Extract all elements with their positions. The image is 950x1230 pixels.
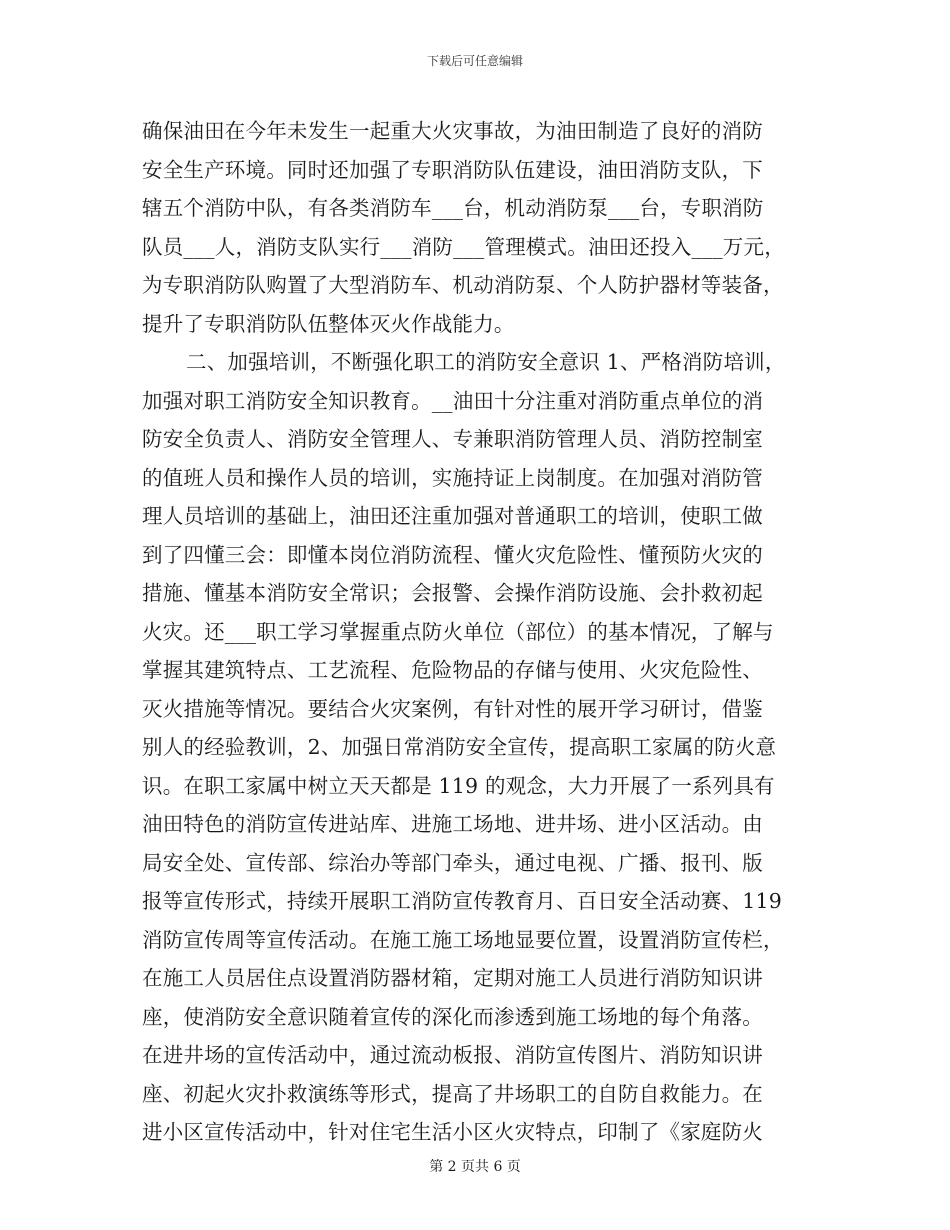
text-line: 加强对职工消防安全知识教育。__油田十分注重对消防重点单位的消 — [142, 388, 764, 413]
page-number: 第 2 页共 6 页 — [429, 1159, 521, 1175]
text-line: 火灾。还___职工学习掌握重点防火单位（部位）的基本情况，了解与 — [142, 619, 774, 644]
text-line: 报等宣传形式，持续开展职工消防宣传教育月、百日安全活动赛、119 — [142, 889, 783, 913]
text-line: 在进井场的宣传活动中，通过流动板报、消防宣传图片、消防知识讲 — [142, 1043, 763, 1067]
text-line: 防安全负责人、消防安全管理人、专兼职消防管理人员、消防控制室 — [142, 427, 763, 451]
text-line: 别人的经验教训，2、加强日常消防安全宣传，提高职工家属的防火意 — [142, 735, 777, 759]
text-line: 理人员培训的基础上，油田还注重加强对普通职工的培训，使职工做 — [142, 504, 763, 528]
text-line: 在施工人员居住点设置消防器材箱，定期对施工人员进行消防知识讲 — [142, 966, 763, 990]
text-line: 确保油田在今年未发生一起重大火灾事故，为油田制造了良好的消防 — [142, 119, 763, 143]
text-line: 到了四懂三会：即懂本岗位消防流程、懂火灾危险性、懂预防火灾的 — [142, 542, 763, 567]
text-line: 座，使消防安全意识随着宣传的深化而渗透到施工场地的每个角落。 — [142, 1004, 763, 1029]
text-line: 掌握其建筑特点、工艺流程、危险物品的存储与使用、火灾危险性、 — [142, 658, 763, 682]
text-line: 进小区宣传活动中，针对住宅生活小区火灾特点，印制了《家庭防火 — [142, 1120, 763, 1144]
section-heading-line: 二、加强培训，不断强化职工的消防安全意识 1、严格消防培训， — [186, 350, 786, 374]
text-line: 措施、懂基本消防安全常识；会报警、会操作消防设施、会扑救初起 — [142, 581, 763, 605]
text-line: 座、初起火灾扑救演练等形式，提高了井场职工的自防自救能力。在 — [142, 1081, 763, 1106]
body-text — [142, 112, 810, 1152]
text-line: 辖五个消防中队，有各类消防车___台，机动消防泵___台，专职消防 — [142, 196, 764, 220]
text-line: 为专职消防队购置了大型消防车、机动消防泵、个人防护器材等装备， — [142, 273, 784, 297]
text-line: 灭火措施等情况。要结合火灾案例，有针对性的展开学习研讨，借鉴 — [142, 696, 763, 721]
text-line: 油田特色的消防宣传进站库、进施工场地、进井场、进小区活动。由 — [142, 812, 763, 836]
header-note: 下载后可任意编辑 — [426, 54, 523, 68]
text-line: 局安全处、宣传部、综治办等部门牵头，通过电视、广播、报刊、版 — [142, 850, 763, 875]
text-line: 识。在职工家属中树立天天都是 119 的观念，大力开展了一系列具有 — [142, 773, 775, 798]
text-line: 安全生产环境。同时还加强了专职消防队伍建设，油田消防支队，下 — [142, 157, 763, 182]
text-line: 队员___人，消防支队实行___消防___管理模式。油田还投入___万元， — [142, 234, 785, 259]
text-line: 提升了专职消防队伍整体灭火作战能力。 — [142, 311, 515, 336]
text-line: 的值班人员和操作人员的培训，实施持证上岗制度。在加强对消防管 — [142, 465, 763, 490]
text-line: 消防宣传周等宣传活动。在施工施工场地显要位置，设置消防宣传栏， — [142, 927, 784, 952]
